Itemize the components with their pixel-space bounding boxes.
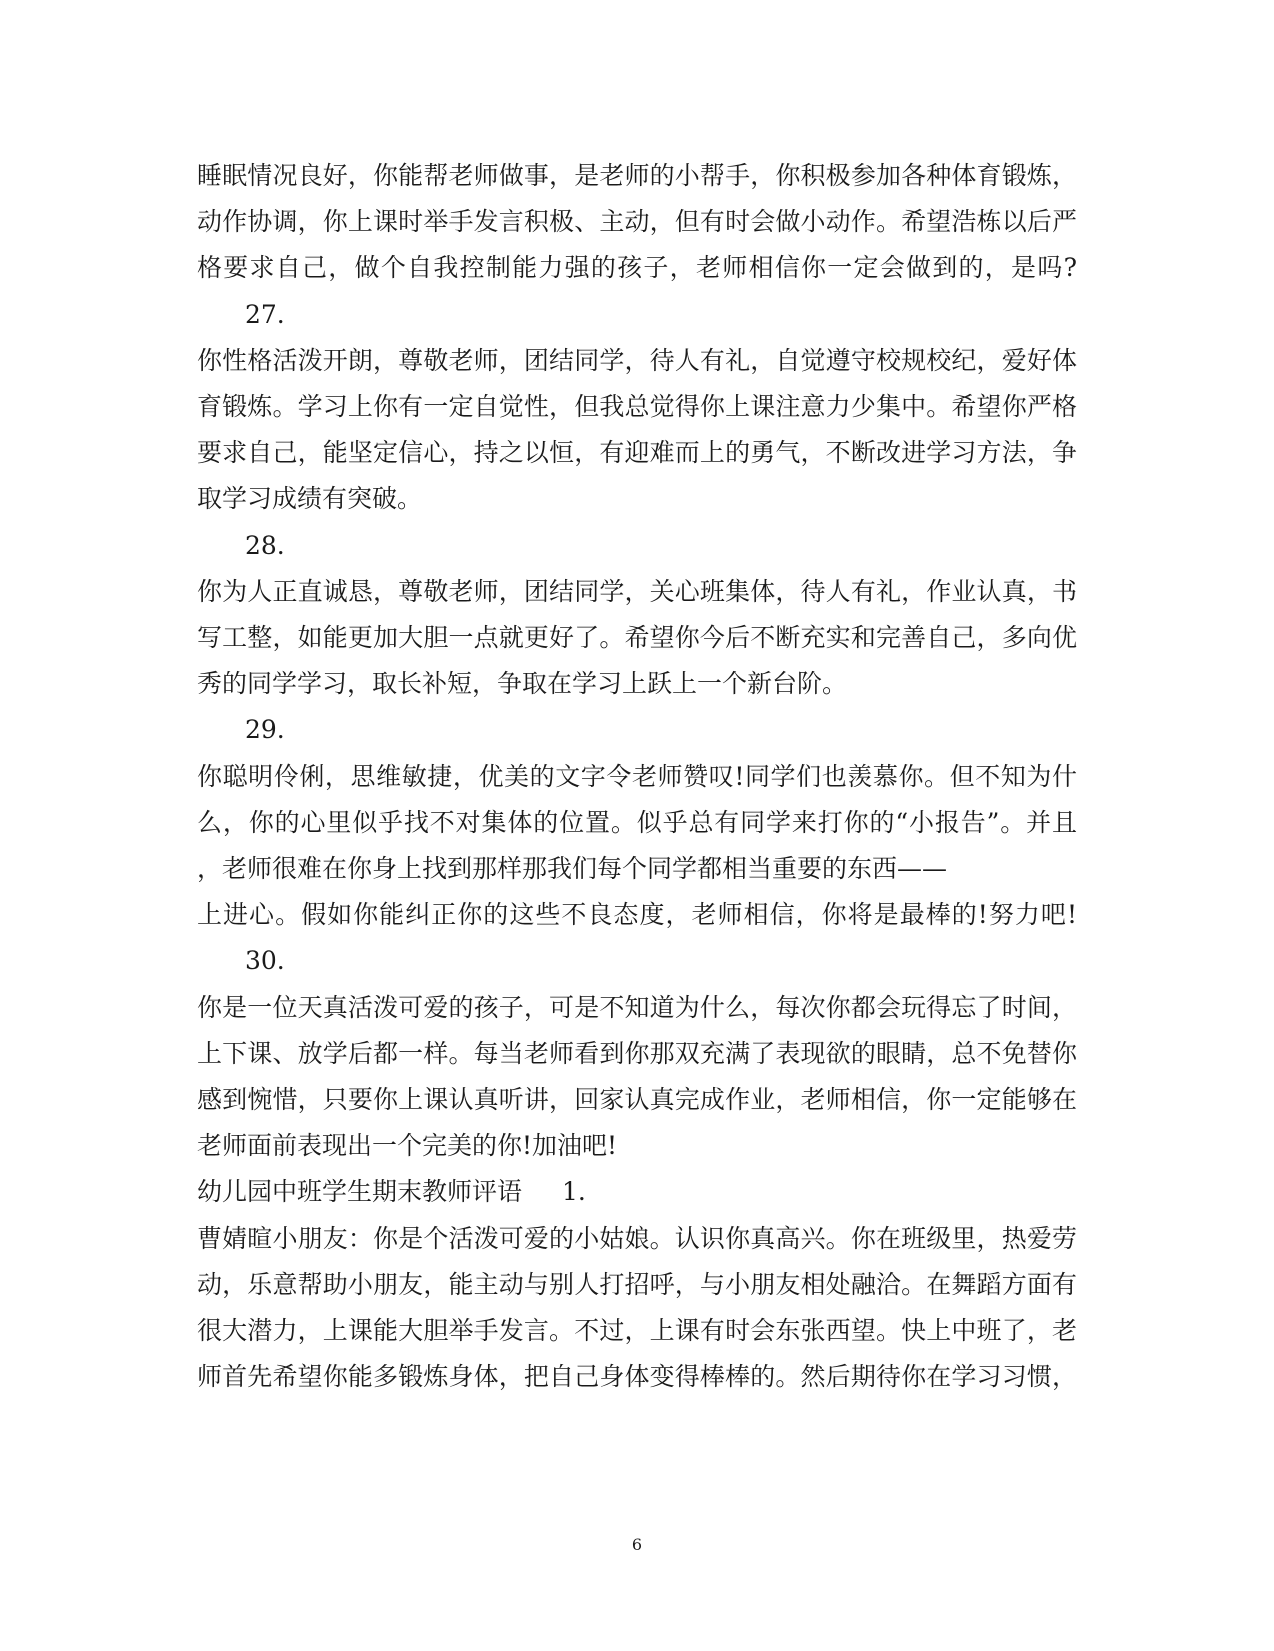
text-line: 你聪明伶俐，思维敏捷，优美的文字令老师赞叹!同学们也羡慕你。但不知为什 [197, 762, 1077, 791]
text-line: 你性格活泼开朗，尊敬老师，团结同学，待人有礼，自觉遵守校规校纪，爱好体 [197, 346, 1077, 375]
text-line: ，老师很难在你身上找到那样那我们每个同学都相当重要的东西—— [197, 854, 948, 883]
text-line: 写工整，如能更加大胆一点就更好了。希望你今后不断充实和完善自己，多向优 [197, 623, 1077, 652]
item-number: 28. [245, 531, 285, 560]
text-line: 老师面前表现出一个完美的你!加油吧! [197, 1131, 618, 1160]
text-line: 格要求自己，做个自我控制能力强的孩子，老师相信你一定会做到的，是吗? [197, 253, 1077, 282]
text-line: 上下课、放学后都一样。每当老师看到你那双充满了表现欲的眼睛，总不免替你 [197, 1039, 1077, 1068]
section-heading [197, 1176, 586, 1208]
text-line: 育锻炼。学习上你有一定自觉性，但我总觉得你上课注意力少集中。希望你严格 [197, 392, 1077, 421]
item-number: 27. [245, 300, 285, 329]
text-line: 睡眠情况良好，你能帮老师做事，是老师的小帮手，你积极参加各种体育锻炼， [197, 161, 1077, 190]
text-line: 感到惋惜，只要你上课认真听讲，回家认真完成作业，老师相信，你一定能够在 [197, 1085, 1077, 1114]
section-heading-number: 1. [562, 1177, 586, 1206]
text-line: 么，你的心里似乎找不对集体的位置。似乎总有同学来打你的“小报告”。并且 [197, 808, 1077, 837]
text-line: 取学习成绩有突破。 [197, 484, 423, 513]
text-line: 曹婧暄小朋友：你是个活泼可爱的小姑娘。认识你真高兴。你在班级里，热爱劳 [197, 1224, 1077, 1253]
text-line: 你是一位天真活泼可爱的孩子，可是不知道为什么，每次你都会玩得忘了时间， [197, 993, 1077, 1022]
text-line: 上进心。假如你能纠正你的这些不良态度，老师相信，你将是最棒的!努力吧! [197, 900, 1077, 929]
text-line: 秀的同学学习，取长补短，争取在学习上跃上一个新台阶。 [197, 669, 848, 698]
text-line: 要求自己，能坚定信心，持之以恒，有迎难而上的勇气，不断改进学习方法，争 [197, 438, 1077, 467]
text-line: 很大潜力，上课能大胆举手发言。不过，上课有时会东张西望。快上中班了，老 [197, 1316, 1077, 1345]
text-line: 师首先希望你能多锻炼身体，把自己身体变得棒棒的。然后期待你在学习习惯， [197, 1362, 1077, 1391]
item-number: 29. [245, 715, 285, 744]
page-number: 6 [631, 1535, 643, 1554]
item-number: 30. [245, 946, 285, 975]
text-line: 动，乐意帮助小朋友，能主动与别人打招呼，与小朋友相处融洽。在舞蹈方面有 [197, 1270, 1077, 1299]
text-line: 你为人正直诚恳，尊敬老师，团结同学，关心班集体，待人有礼，作业认真，书 [197, 577, 1077, 606]
section-heading-title: 幼儿园中班学生期末教师评语 [197, 1177, 523, 1206]
text-line: 动作协调，你上课时举手发言积极、主动，但有时会做小动作。希望浩栋以后严 [197, 207, 1077, 236]
